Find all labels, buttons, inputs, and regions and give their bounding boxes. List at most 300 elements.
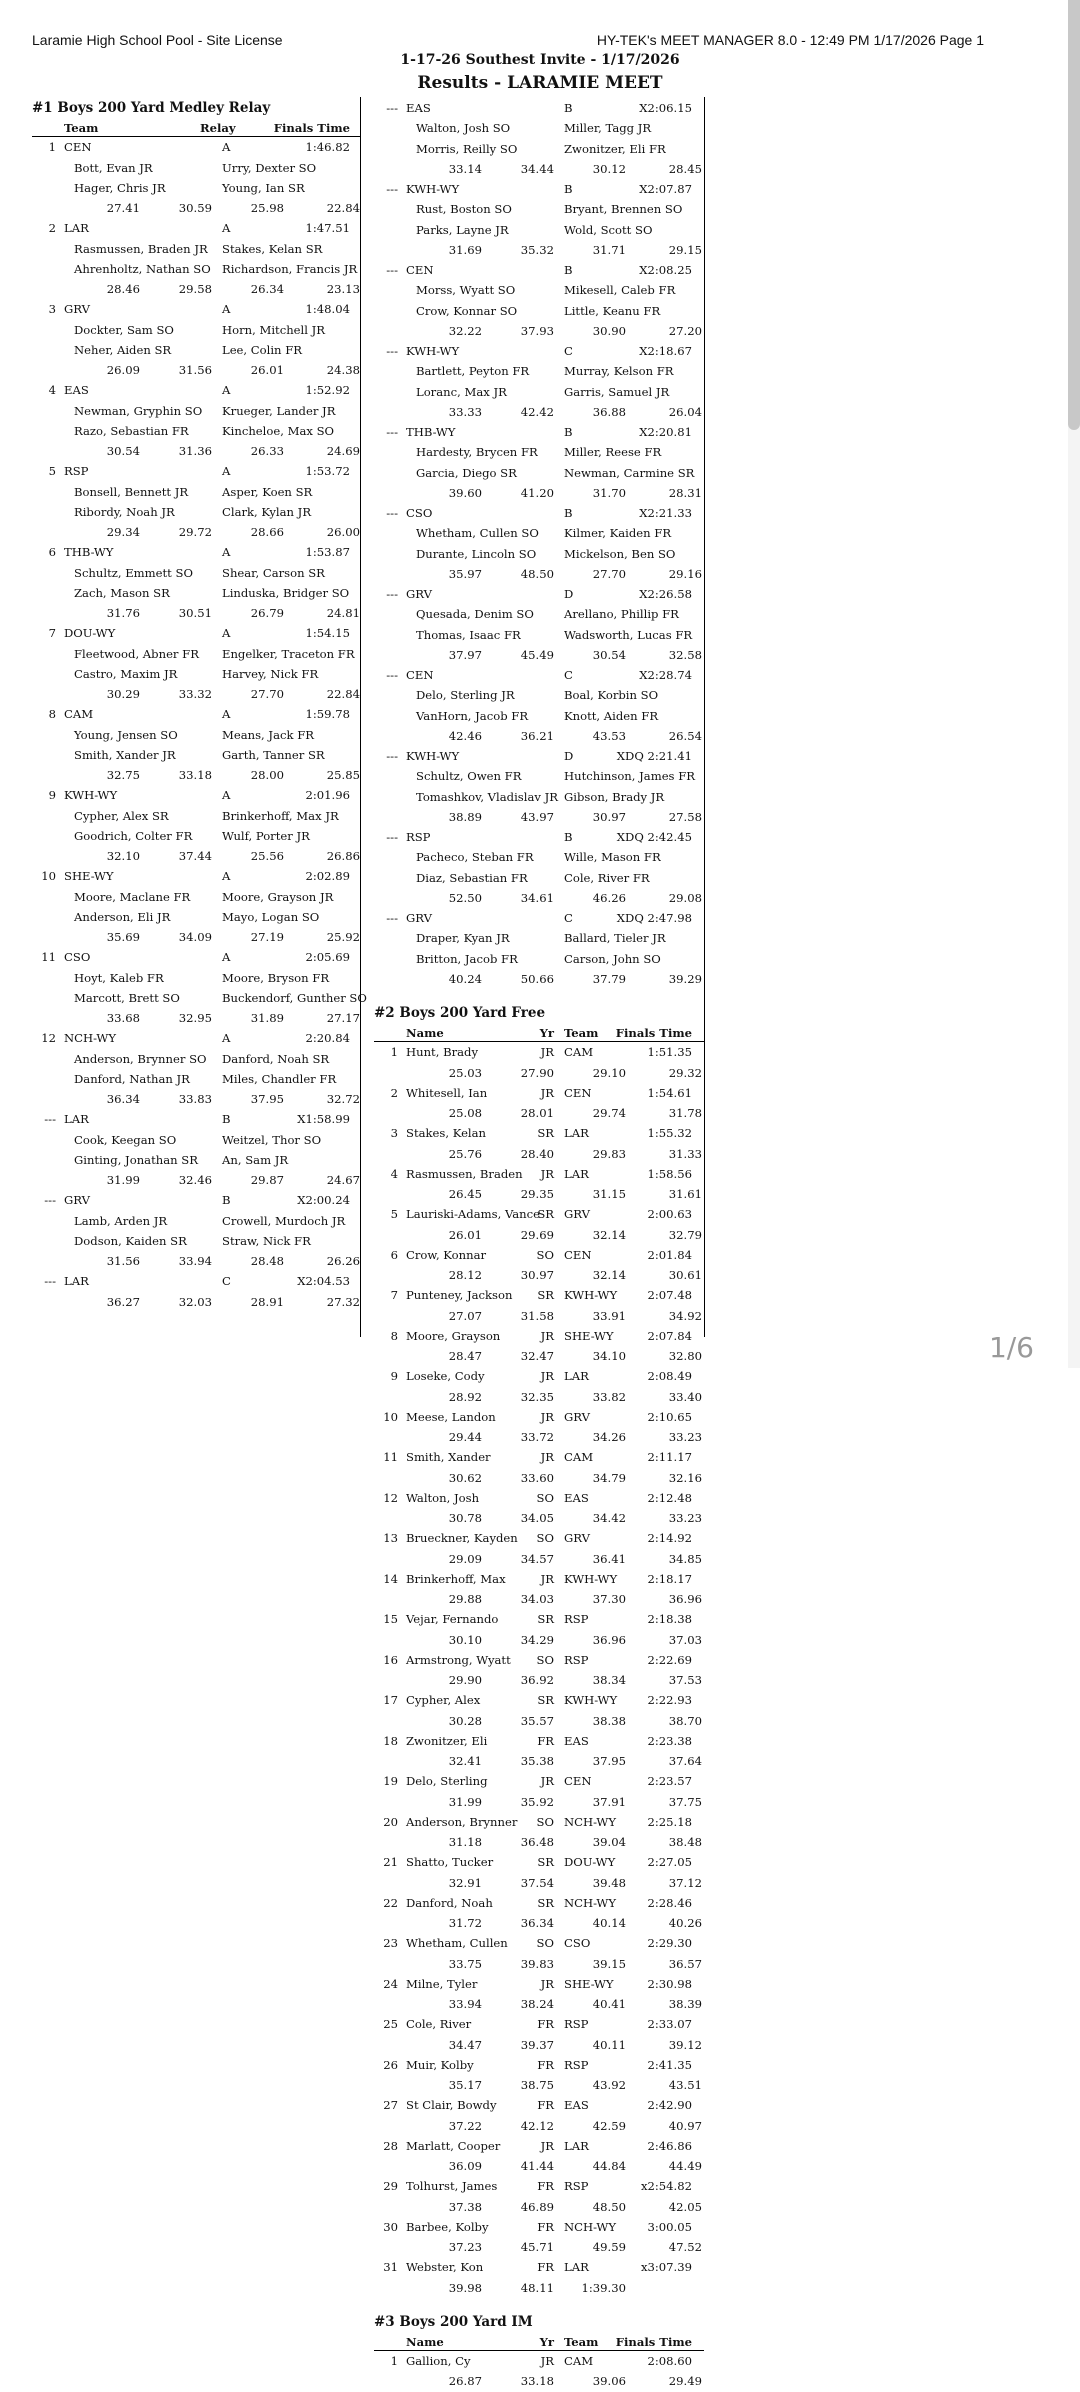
- splits-row: [374, 2197, 704, 2217]
- split-time: 37.44: [178, 849, 212, 863]
- split-time: 34.79: [592, 1470, 626, 1485]
- place: 25: [383, 2017, 398, 2032]
- finals-time: 3:00.05: [647, 2219, 692, 2234]
- split-time: 34.44: [520, 161, 554, 176]
- splits-row: [374, 483, 704, 503]
- name-column-header: Name: [406, 1026, 444, 1041]
- relay-swimmer: Garcia, Diego SR: [416, 465, 517, 480]
- relay-letter: B: [564, 101, 573, 115]
- relay-swimmers-row: [374, 199, 704, 219]
- split-time: 26.26: [326, 1254, 360, 1268]
- relay-swimmer: Mayo, Logan SO: [222, 909, 320, 924]
- relay-swimmer: Rasmussen, Braden JR: [74, 241, 208, 256]
- relay-swimmers-row: [32, 968, 360, 988]
- split-time: 39.37: [520, 2037, 554, 2052]
- split-time: 30.62: [448, 1470, 482, 1485]
- split-time: 37.79: [592, 971, 626, 986]
- place: ---: [44, 1274, 56, 1289]
- split-time: 26.09: [106, 363, 140, 377]
- split-time: 29.58: [178, 282, 212, 296]
- split-time: 24.69: [326, 444, 360, 458]
- relay-swimmers-row: [374, 361, 704, 381]
- split-time: 30.59: [178, 201, 212, 215]
- relay-swimmer: Murray, Kelson FR: [564, 364, 674, 379]
- relay-swimmer: Cole, River FR: [564, 870, 650, 885]
- relay-letter: C: [564, 344, 573, 358]
- split-time: 44.49: [668, 2159, 702, 2173]
- splits-row: [32, 360, 360, 380]
- relay-swimmer: Garris, Samuel JR: [564, 384, 670, 399]
- relay-swimmer: Miller, Reese FR: [564, 445, 662, 460]
- finals-time: 2:14.92: [647, 1531, 692, 1546]
- relay-swimmer: Gibson, Brady JR: [564, 789, 665, 804]
- split-time: 34.42: [592, 1511, 626, 1525]
- split-time: 30.28: [448, 1713, 482, 1728]
- team-code: RSP: [64, 464, 89, 479]
- place: 4: [390, 1166, 398, 1181]
- team-code: RSP: [564, 1652, 589, 1667]
- swimmer-year: FR: [537, 2179, 554, 2194]
- split-time: 48.11: [520, 2280, 554, 2295]
- page-indicator: 1/6: [988, 1331, 1034, 1364]
- split-time: 36.41: [592, 1551, 626, 1566]
- split-time: 33.75: [448, 1956, 482, 1971]
- splits-row: [374, 1427, 704, 1447]
- splits-row: [374, 2371, 704, 2391]
- relay-letter: A: [222, 545, 231, 560]
- relay-letter: D: [564, 749, 574, 763]
- relay-swimmer: Weitzel, Thor SO: [222, 1132, 322, 1147]
- split-time: 31.56: [106, 1254, 140, 1268]
- finals-time-column-header: Finals Time: [273, 121, 350, 136]
- split-time: 33.83: [178, 1092, 212, 1106]
- relay-swimmer: Bott, Evan JR: [74, 160, 153, 175]
- split-time: 43.53: [592, 728, 626, 743]
- split-time: 25.56: [250, 849, 284, 863]
- finals-time: XDQ 2:21.41: [616, 749, 692, 763]
- event-title: [374, 2312, 704, 2332]
- split-time: 34.47: [448, 2037, 482, 2052]
- finals-time: 2:12.48: [647, 1490, 692, 1505]
- finals-time: XDQ 2:42.45: [616, 830, 692, 844]
- relay-letter: A: [222, 140, 231, 155]
- place: 2: [390, 1085, 398, 1100]
- split-time: 36.34: [106, 1092, 140, 1106]
- relay-swimmers-row: [374, 685, 704, 705]
- relay-swimmer: Lee, Colin FR: [222, 342, 302, 357]
- place: 12: [41, 1031, 56, 1046]
- result-row: [374, 98, 704, 118]
- relay-swimmer: An, Sam JR: [222, 1152, 289, 1167]
- split-time: 30.54: [592, 647, 626, 662]
- splits-row: [374, 807, 704, 827]
- split-time: 33.23: [668, 1511, 702, 1525]
- split-time: 27.07: [448, 1308, 482, 1323]
- splits-row: [374, 240, 704, 260]
- result-row: [32, 1028, 360, 1048]
- split-time: 36.34: [520, 1916, 554, 1930]
- split-time: 31.61: [668, 1187, 702, 1201]
- relay-swimmers-row: [32, 482, 360, 502]
- relay-swimmer: Danford, Noah SR: [222, 1051, 330, 1066]
- relay-swimmers-row: [374, 139, 704, 159]
- split-time: 34.05: [520, 1511, 554, 1525]
- split-time: 31.72: [448, 1916, 482, 1930]
- split-time: 35.69: [106, 930, 140, 944]
- relay-swimmer: Moore, Bryson FR: [222, 970, 330, 985]
- splits-row: [374, 1751, 704, 1771]
- relay-swimmers-row: [32, 725, 360, 745]
- split-time: 35.17: [448, 2078, 482, 2092]
- relay-swimmers-row: [32, 239, 360, 259]
- relay-swimmer: Crowell, Murdoch JR: [222, 1213, 346, 1228]
- relay-swimmer: Wadsworth, Lucas FR: [564, 627, 693, 642]
- result-row: [374, 2055, 704, 2075]
- team-code: THB-WY: [64, 545, 114, 560]
- results-column-2: [374, 98, 704, 2392]
- split-time: 30.90: [592, 323, 626, 338]
- place: 22: [383, 1895, 398, 1910]
- swimmer-year: JR: [540, 1166, 554, 1181]
- team-code: KWH-WY: [406, 749, 460, 763]
- split-time: 37.64: [668, 1754, 702, 1768]
- finals-time: 2:01.84: [647, 1247, 692, 1262]
- relay-swimmer: Richardson, Francis JR: [222, 261, 358, 276]
- split-time: 29.16: [668, 566, 702, 581]
- split-time: 31.99: [448, 1794, 482, 1809]
- swimmer-name: Whitesell, Ian: [406, 1085, 488, 1100]
- relay-swimmers-row: [32, 664, 360, 684]
- result-row: [374, 1771, 704, 1791]
- split-time: 36.21: [520, 728, 554, 743]
- split-time: 32.41: [448, 1754, 482, 1768]
- swimmer-name: Cole, River: [406, 2017, 472, 2032]
- splits-row: [374, 1063, 704, 1083]
- splits-row: [374, 969, 704, 989]
- splits-row: [32, 1251, 360, 1271]
- team-code: LAR: [564, 1166, 589, 1181]
- split-time: 29.72: [178, 525, 212, 539]
- relay-swimmer: Quesada, Denim SO: [416, 607, 534, 622]
- relay-swimmers-row: [32, 1130, 360, 1150]
- swimmer-name: Smith, Xander: [406, 1450, 491, 1465]
- split-time: 25.92: [326, 930, 360, 944]
- split-time: 32.79: [668, 1227, 702, 1242]
- split-time: 31.69: [448, 242, 482, 257]
- finals-time: 2:07.48: [647, 1288, 692, 1303]
- team-code: CEN: [64, 140, 92, 155]
- split-time: 35.92: [520, 1794, 554, 1809]
- split-time: 32.58: [668, 647, 702, 662]
- split-time: 39.15: [592, 1956, 626, 1971]
- split-time: 44.84: [592, 2159, 626, 2173]
- split-time: 29.74: [592, 1106, 626, 1120]
- result-row: [374, 1569, 704, 1589]
- result-row: [374, 584, 704, 604]
- relay-swimmers-row: [32, 158, 360, 178]
- split-time: 36.96: [668, 1592, 702, 1606]
- splits-row: [374, 1346, 704, 1366]
- event-gap: [374, 989, 704, 1003]
- relay-swimmer: Moore, Maclane FR: [74, 889, 191, 904]
- team-code: KWH-WY: [564, 1693, 618, 1708]
- split-time: 31.15: [592, 1187, 626, 1201]
- place: 6: [48, 545, 56, 560]
- finals-time-column-header: Finals Time: [615, 2335, 692, 2349]
- relay-letter: A: [222, 869, 231, 884]
- team-code: DOU-WY: [64, 626, 116, 641]
- split-time: 32.72: [326, 1092, 360, 1106]
- split-time: 40.11: [592, 2037, 626, 2052]
- split-time: 27.19: [250, 930, 284, 944]
- relay-swimmer: Garth, Tanner SR: [222, 747, 325, 762]
- swimmer-name: Webster, Kon: [406, 2260, 484, 2275]
- finals-time: 2:46.86: [647, 2138, 692, 2153]
- team-code: CAM: [564, 2354, 594, 2368]
- split-time: 29.83: [592, 1146, 626, 1161]
- splits-row: [374, 2075, 704, 2095]
- relay-letter: A: [222, 1031, 231, 1046]
- split-time: 22.84: [326, 687, 360, 701]
- relay-swimmer: Diaz, Sebastian FR: [416, 870, 528, 885]
- team-code: DOU-WY: [564, 1855, 616, 1870]
- split-time: 40.14: [592, 1916, 626, 1930]
- relay-swimmers-row: [32, 259, 360, 279]
- team-code: KWH-WY: [406, 344, 460, 358]
- team-code: LAR: [64, 1112, 89, 1127]
- split-time: 40.24: [448, 971, 482, 986]
- finals-time: X2:08.25: [639, 263, 692, 277]
- split-time: 28.66: [250, 525, 284, 539]
- relay-swimmer: Kilmer, Kaiden FR: [564, 526, 672, 541]
- split-time: 29.08: [668, 890, 702, 905]
- finals-time: X2:04.53: [297, 1274, 350, 1289]
- relay-swimmers-row: [32, 1231, 360, 1251]
- split-time: 46.89: [520, 2199, 554, 2214]
- split-time: 37.75: [668, 1794, 702, 1809]
- team-code: CAM: [64, 707, 94, 722]
- split-time: 28.91: [250, 1294, 284, 1309]
- split-time: 48.50: [520, 566, 554, 581]
- finals-time: X2:20.81: [639, 425, 692, 439]
- splits-row: [32, 927, 360, 947]
- split-time: 25.76: [448, 1146, 482, 1161]
- split-time: 33.18: [178, 768, 212, 782]
- finals-time: XDQ 2:47.98: [616, 911, 692, 925]
- swimmer-name: Delo, Sterling: [406, 1774, 488, 1789]
- swimmer-year: JR: [540, 1085, 554, 1100]
- split-time: 32.95: [178, 1011, 212, 1025]
- place: ---: [386, 425, 398, 439]
- relay-letter: B: [222, 1112, 231, 1127]
- relay-swimmer: Delo, Sterling JR: [416, 688, 515, 703]
- split-time: 27.58: [668, 809, 702, 824]
- split-time: 29.87: [250, 1173, 284, 1187]
- result-row: [374, 1650, 704, 1670]
- swimmer-year: JR: [540, 1450, 554, 1465]
- team-code: CEN: [564, 1247, 592, 1262]
- split-time: 29.90: [448, 1673, 482, 1687]
- relay-swimmer: Goodrich, Colter FR: [74, 828, 193, 843]
- split-time: 24.67: [326, 1173, 360, 1187]
- result-row: [374, 341, 704, 361]
- split-time: 29.49: [668, 2374, 702, 2389]
- split-time: 33.94: [448, 1997, 482, 2011]
- split-time: 31.99: [106, 1173, 140, 1187]
- team-code: KWH-WY: [564, 1288, 618, 1303]
- relay-swimmers-row: [374, 382, 704, 402]
- team-code: RSP: [406, 830, 431, 844]
- relay-swimmer: Thomas, Isaac FR: [416, 627, 521, 642]
- place: 15: [383, 1612, 398, 1627]
- place: 11: [41, 950, 56, 965]
- team-code: GRV: [64, 1193, 90, 1208]
- swimmer-name: Punteney, Jackson: [406, 1288, 513, 1303]
- split-time: 39.48: [592, 1875, 626, 1890]
- splits-row: [374, 159, 704, 179]
- split-time: 30.10: [448, 1632, 482, 1647]
- relay-swimmers-row: [374, 706, 704, 726]
- split-time: 31.58: [520, 1308, 554, 1323]
- place: 18: [383, 1733, 398, 1748]
- finals-time: 2:22.69: [647, 1652, 692, 1667]
- swimmer-year: SR: [537, 1855, 554, 1870]
- relay-swimmer: Little, Keanu FR: [564, 303, 661, 318]
- relay-swimmer: Hoyt, Kaleb FR: [74, 970, 164, 985]
- site-license-header: Laramie High School Pool - Site License: [32, 32, 283, 48]
- swimmer-year: SR: [537, 1895, 554, 1910]
- split-time: 32.47: [520, 1349, 554, 1363]
- relay-letter: B: [564, 425, 573, 439]
- split-time: 34.03: [520, 1592, 554, 1606]
- split-time: 29.69: [520, 1227, 554, 1242]
- result-row: [374, 1488, 704, 1508]
- split-time: 28.00: [250, 768, 284, 782]
- place: ---: [386, 101, 398, 115]
- place: 17: [383, 1693, 398, 1708]
- relay-swimmer: Razo, Sebastian FR: [74, 423, 189, 438]
- place: ---: [44, 1193, 56, 1208]
- split-time: 37.91: [592, 1794, 626, 1809]
- split-time: 28.48: [250, 1254, 284, 1268]
- split-time: 26.87: [448, 2374, 482, 2389]
- finals-time: 2:05.69: [305, 950, 350, 965]
- place: 20: [383, 1814, 398, 1829]
- swimmer-name: Lauriski-Adams, Vance: [406, 1207, 540, 1222]
- relay-swimmer: Buckendorf, Gunther SO: [222, 990, 367, 1005]
- relay-swimmer: Pacheco, Steban FR: [416, 850, 534, 865]
- split-time: 35.57: [520, 1713, 554, 1728]
- split-time: 34.57: [520, 1551, 554, 1566]
- swimmer-year: SO: [536, 1531, 554, 1546]
- finals-time: 1:54.61: [647, 1085, 692, 1100]
- swimmer-year: JR: [540, 1328, 554, 1343]
- result-row: [32, 947, 360, 967]
- finals-time: X2:00.24: [297, 1193, 350, 1208]
- result-row: [32, 461, 360, 481]
- relay-swimmers-row: [374, 625, 704, 645]
- split-time: 37.12: [668, 1875, 702, 1890]
- relay-swimmer: Zwonitzer, Eli FR: [564, 141, 666, 156]
- team-code: CSO: [406, 506, 433, 520]
- relay-swimmer: Anderson, Brynner SO: [74, 1051, 207, 1066]
- result-row: [32, 137, 360, 157]
- team-code: GRV: [64, 302, 90, 317]
- result-row: [32, 380, 360, 400]
- result-row: [374, 260, 704, 280]
- split-time: 29.34: [106, 525, 140, 539]
- place: 19: [383, 1774, 398, 1789]
- result-row: [374, 1528, 704, 1548]
- finals-time: 2:10.65: [647, 1409, 692, 1424]
- split-time: 31.78: [668, 1106, 702, 1120]
- split-time: 27.41: [106, 201, 140, 215]
- split-time: 36.88: [592, 404, 626, 419]
- split-time: 38.48: [668, 1835, 702, 1849]
- team-code: CEN: [406, 668, 434, 682]
- split-time: 37.97: [448, 647, 482, 662]
- relay-column-header: Relay: [200, 121, 236, 136]
- place: 24: [383, 1976, 398, 1991]
- team-code: RSP: [564, 2179, 589, 2194]
- finals-time: X2:06.15: [639, 101, 692, 115]
- relay-letter: C: [564, 911, 573, 925]
- split-time: 40.26: [668, 1916, 702, 1930]
- swimmer-name: Zwonitzer, Eli: [406, 1733, 488, 1748]
- split-time: 25.03: [448, 1065, 482, 1080]
- relay-letter: C: [222, 1274, 231, 1289]
- relay-swimmer: Britton, Jacob FR: [416, 951, 518, 966]
- team-code: KWH-WY: [564, 1571, 618, 1586]
- split-time: 33.60: [520, 1470, 554, 1485]
- relay-letter: A: [222, 626, 231, 641]
- relay-swimmers-row: [374, 766, 704, 786]
- year-column-header: Yr: [539, 1026, 554, 1041]
- team-code: CEN: [564, 1085, 592, 1100]
- relay-swimmers-row: [32, 178, 360, 198]
- relay-swimmers-row: [32, 1211, 360, 1231]
- splits-row: [374, 1873, 704, 1893]
- place: ---: [386, 263, 398, 277]
- relay-swimmer: Ribordy, Noah JR: [74, 504, 175, 519]
- splits-row: [374, 1508, 704, 1528]
- result-row: [374, 1164, 704, 1184]
- team-code: RSP: [564, 2017, 589, 2032]
- splits-row: [32, 198, 360, 218]
- split-time: 28.12: [448, 1268, 482, 1282]
- relay-swimmers-row: [374, 301, 704, 321]
- column-divider: [704, 97, 705, 1337]
- event-title: [374, 1003, 704, 1023]
- split-time: 38.39: [668, 1997, 702, 2011]
- swimmer-name: Meese, Landon: [406, 1409, 496, 1424]
- result-row: [374, 1690, 704, 1710]
- place: 31: [383, 2260, 398, 2275]
- relay-swimmers-row: [32, 745, 360, 765]
- team-code: RSP: [564, 2057, 589, 2072]
- splits-row: [374, 1306, 704, 1326]
- team-code: LAR: [564, 2138, 589, 2153]
- place: 4: [48, 383, 56, 398]
- split-time: 27.70: [592, 566, 626, 581]
- split-time: 42.46: [448, 728, 482, 743]
- finals-time: 2:18.38: [647, 1612, 692, 1627]
- splits-row: [32, 279, 360, 299]
- swimmer-name: Armstrong, Wyatt: [406, 1652, 511, 1667]
- finals-time: 1:51.35: [647, 1045, 692, 1060]
- swimmer-name: Hunt, Brady: [406, 1045, 479, 1060]
- split-time: 30.29: [106, 687, 140, 701]
